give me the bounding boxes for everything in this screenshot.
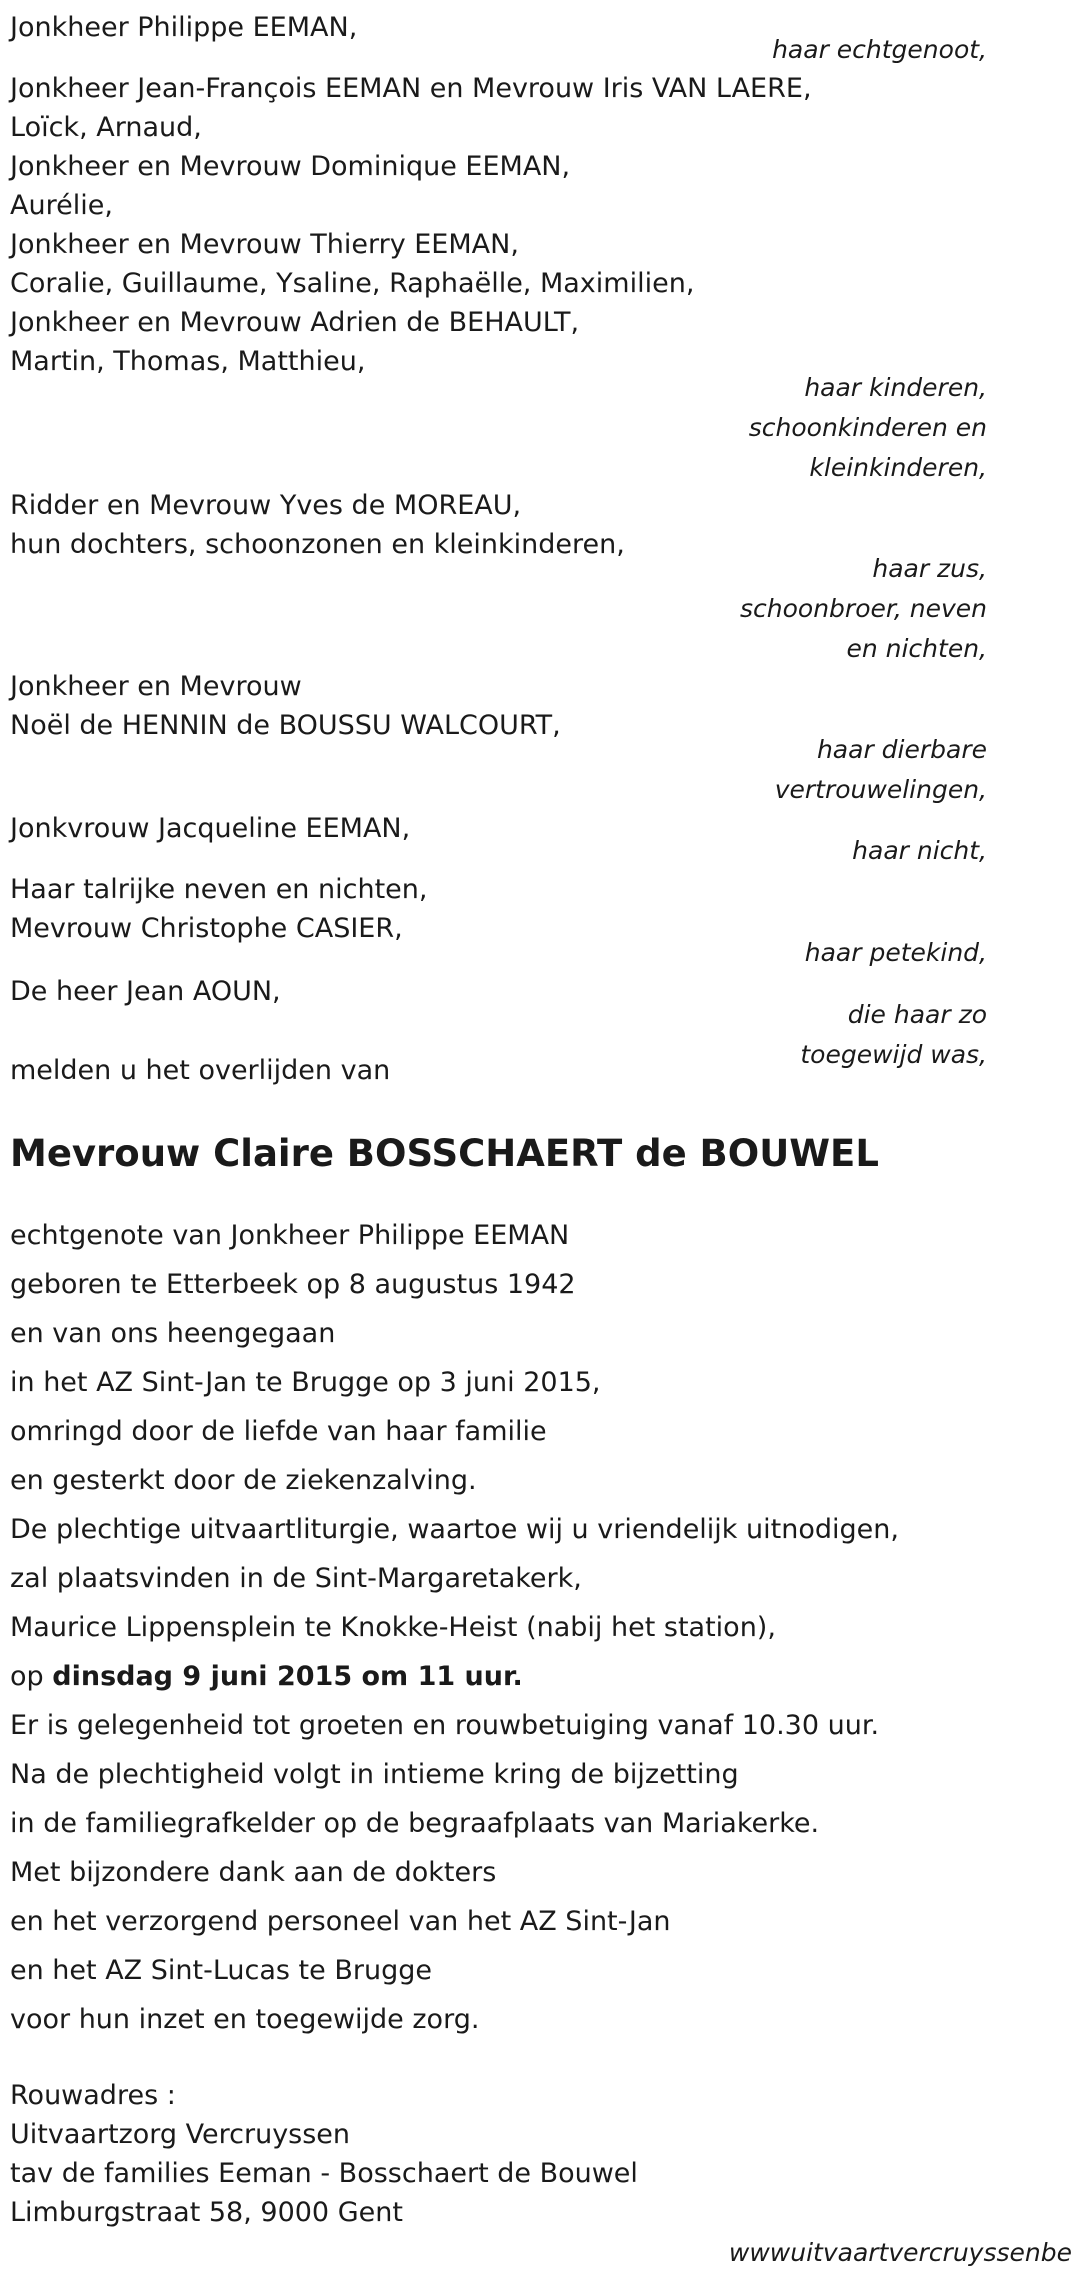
body-line: De plechtige uitvaartliturgie, waartoe wij u vriendelijk uitnodigen, [10, 1514, 899, 1545]
announcement: melden u het overlijden van [10, 1055, 391, 1086]
others-line: Mevrouw Christophe CASIER, [10, 913, 403, 944]
body-line: Maurice Lippensplein te Knokke-Heist (nabij het station), [10, 1612, 776, 1643]
date-prefix: op [10, 1661, 44, 1692]
jean-name: De heer Jean AOUN, [10, 976, 281, 1007]
children-line: Coralie, Guillaume, Ysaline, Raphaëlle, Maximilien, [10, 268, 695, 299]
address-line: Uitvaartzorg Vercruyssen [10, 2119, 351, 2150]
sister-line: hun dochters, schoonzonen en kleinkinderen, [10, 529, 625, 560]
body-line: en van ons heengegaan [10, 1318, 336, 1349]
address-line: tav de families Eeman - Bosschaert de Bouwel [10, 2158, 638, 2189]
children-role: schoonkinderen en [748, 413, 987, 442]
children-line: Jonkheer Jean-François EEMAN en Mevrouw Iris VAN LAERE, [10, 73, 812, 104]
jean-role: die haar zo [847, 1000, 987, 1029]
body-line: in het AZ Sint-Jan te Brugge op 3 juni 2015, [10, 1367, 601, 1398]
body-line: Er is gelegenheid tot groeten en rouwbetuiging vanaf 10.30 uur. [10, 1710, 880, 1741]
confidants-role: haar dierbare [816, 735, 987, 764]
funeral-date: dinsdag 9 juni 2015 om 11 uur. [52, 1661, 523, 1692]
body-line: echtgenote van Jonkheer Philippe EEMAN [10, 1220, 570, 1251]
husband-name: Jonkheer Philippe EEMAN, [10, 12, 358, 43]
sister-line: Ridder en Mevrouw Yves de MOREAU, [10, 490, 522, 521]
niece-name: Jonkvrouw Jacqueline EEMAN, [10, 813, 411, 844]
children-role: haar kinderen, [804, 373, 987, 402]
body-line: en gesterkt door de ziekenzalving. [10, 1465, 477, 1496]
others-line: Haar talrijke neven en nichten, [10, 874, 428, 905]
niece-role: haar nicht, [852, 836, 987, 865]
body-line: en het AZ Sint-Lucas te Brugge [10, 1955, 432, 1986]
address-label: Rouwadres : [10, 2080, 176, 2111]
children-line: Jonkheer en Mevrouw Dominique EEMAN, [10, 151, 571, 182]
body-line: Na de plechtigheid volgt in intieme kring de bijzetting [10, 1759, 739, 1790]
body-line: geboren te Etterbeek op 8 augustus 1942 [10, 1269, 576, 1300]
confidants-role: vertrouwelingen, [774, 775, 987, 804]
body-line: Met bijzondere dank aan de dokters [10, 1857, 497, 1888]
body-line: omringd door de liefde van haar familie [10, 1416, 547, 1447]
sister-role: schoonbroer, neven [740, 594, 987, 623]
jean-role: toegewijd was, [800, 1040, 987, 1069]
website-link[interactable]: wwwuitvaartvercruyssenbe [728, 2238, 1072, 2267]
body-line: zal plaatsvinden in de Sint-Margaretakerk, [10, 1563, 582, 1594]
funeral-date-line [10, 1663, 523, 1690]
husband-role: haar echtgenoot, [772, 35, 987, 64]
sister-role: en nichten, [846, 634, 987, 663]
children-line: Aurélie, [10, 190, 113, 221]
children-role: kleinkinderen, [809, 453, 987, 482]
confidants-line: Noël de HENNIN de BOUSSU WALCOURT, [10, 710, 561, 741]
confidants-line: Jonkheer en Mevrouw [10, 671, 302, 702]
body-line: in de familiegrafkelder op de begraafplaats van Mariakerke. [10, 1808, 820, 1839]
deceased-name: Mevrouw Claire BOSSCHAERT de BOUWEL [10, 1132, 879, 1175]
children-line: Loïck, Arnaud, [10, 112, 202, 143]
children-line: Jonkheer en Mevrouw Thierry EEMAN, [10, 229, 519, 260]
children-line: Martin, Thomas, Matthieu, [10, 346, 366, 377]
sister-role: haar zus, [872, 554, 987, 583]
address-line: Limburgstraat 58, 9000 Gent [10, 2197, 403, 2228]
body-line: voor hun inzet en toegewijde zorg. [10, 2004, 480, 2035]
children-line: Jonkheer en Mevrouw Adrien de BEHAULT, [10, 307, 580, 338]
body-line: en het verzorgend personeel van het AZ Sint-Jan [10, 1906, 671, 1937]
godchild-role: haar petekind, [804, 938, 987, 967]
